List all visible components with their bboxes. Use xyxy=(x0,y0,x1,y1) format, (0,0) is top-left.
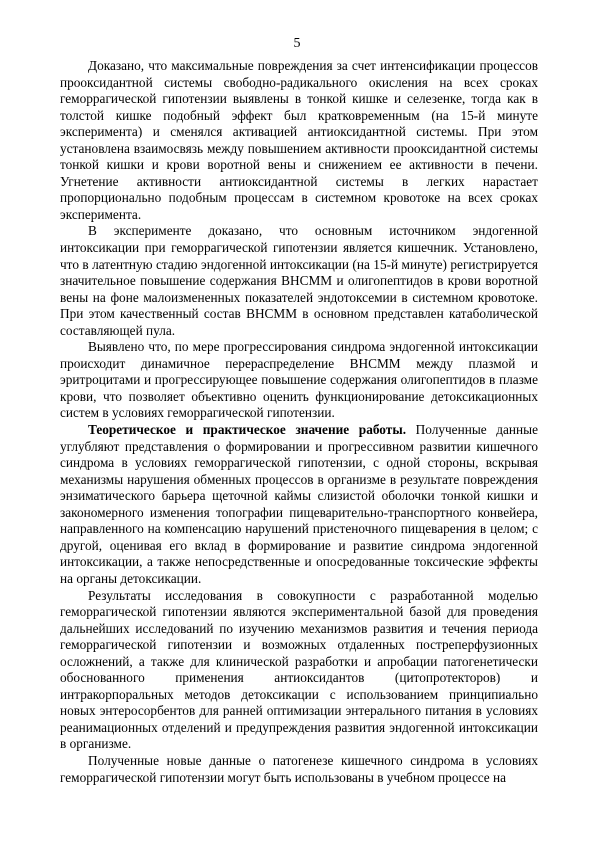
paragraph-intoxication-source: В эксперименте доказано, что основным источником эндогенной интоксикации при геморрагической гипотензии является кишечник. Установлено, что в латентную стадию эндогенной интоксикации (на 15-й минуте) регистрируется значительное повышение содержания ВНСММ и олигопептидов в крови воротной вены на фоне малоизмененных показателей эндотоксемии в системном кровотоке. При этом качественный состав ВНСММ в основном представлен катаболической составляющей пула. xyxy=(60,223,538,338)
paragraph-results: Результаты исследования в совокупности с разработанной моделью геморрагической гипотензии являются экспериментальной базой для проведения дальнейших исследований по изучению механизмов развития и течения периода геморрагической гипотензии и возможных отдаленных постреперфузионных осложнений, а также для клинической разработки и апробации патогенетически обоснованного применения антиоксидантов (цитопротекторов) и интракорпоральных методов детоксикации с использованием принципиально новых энтеросорбентов для ранней оптимизации энтерального питания в условиях реанимационных отделений и предупреждения развития эндогенной интоксикации в организме. xyxy=(60,587,538,752)
paragraph-lead-heading: Теоретическое и практическое значение работы. xyxy=(88,422,407,438)
paragraph-significance xyxy=(60,422,538,587)
body-text xyxy=(60,58,538,786)
page-number: 5 xyxy=(293,36,301,51)
paragraph-new-data: Полученные новые данные о патогенезе кишечного синдрома в условиях геморрагической гипотензии могут быть использованы в учебном процессе на xyxy=(60,752,538,785)
paragraph-significance-text: Полученные данные углубляют представления о формировании и прогрессивном развитии кишечного синдрома в условиях геморрагической гипотензии, с одной стороны, вскрывая механизмы нарушения обменных процессов в организме в результате повреждения энзиматического барьера щеточной каймы слизистой оболочки тонкой кишки и закономерного изменения топографии пищеварительно-транспортного конвейера, направленного на компенсацию нарушений пристеночного пищеварения в целом; с другой, оценивая его вклад в формирование и развитие синдрома эндогенной интоксикации, а также непосредственные и опосредованные токсические эффекты на органы детоксикации. xyxy=(60,422,538,586)
paragraph-findings-oxidation: Доказано, что максимальные повреждения за счет интенсификации процессов прооксидантной системы свободно-радикального окисления на всех сроках геморрагической гипотензии выявлены в тонкой кишке и селезенке, тогда как в толстой кишке подобный эффект был кратковременным (на 15-й минуте эксперимента) и сменялся активацией антиоксидантной системы. При этом установлена взаимосвязь между повышением активности прооксидантной системы тонкой кишки и крови воротной вены и снижением ее активности в печени. Угнетение активности антиоксидантной системы в легких нарастает пропорционально подобным процессам в системном кровотоке на всех сроках эксперимента. xyxy=(60,58,538,222)
paragraph-redistribution: Выявлено что, по мере прогрессирования синдрома эндогенной интоксикации происходит динамичное перераспределение ВНСММ между плазмой и эритроцитами и прогрессирующее повышение содержания олигопептидов в плазме крови, что позволяет объективно оценить функционирование детоксикационных систем в условиях геморрагической гипотензии. xyxy=(60,339,538,421)
